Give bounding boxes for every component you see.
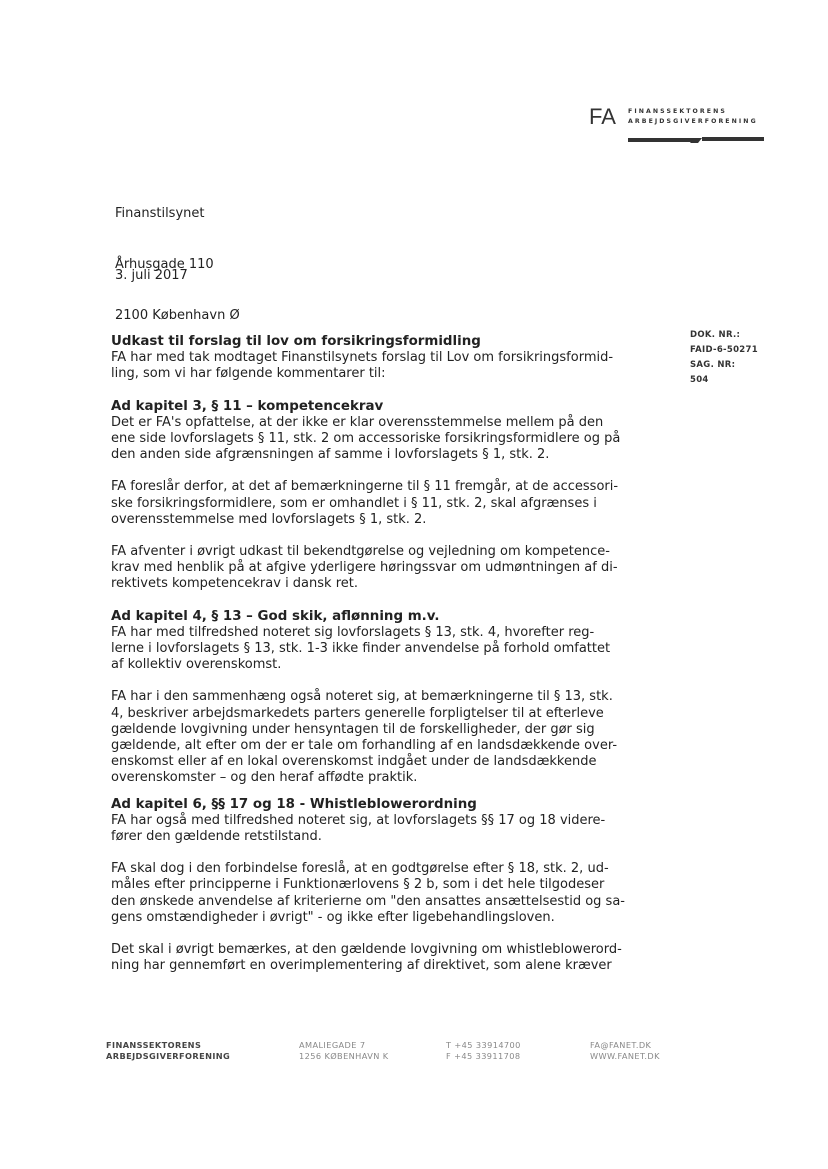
- section-paragraph: FA foreslår derfor, at det af bemærkningerne til § 11 fremgår, at de accessori- ske forsikringsformidlere, som er omhandlet i § 11, stk. 2, skal afgrænses i overensstemmelse med lovforslagets § 1, stk. 2.: [111, 479, 619, 527]
- recipient-line: 2100 København Ø: [115, 308, 240, 323]
- logo-name-line-1: FINANSSEKTORENS: [628, 108, 727, 115]
- case-number-label: SAG. NR:: [690, 360, 736, 370]
- recipient-line: Århusgade 110: [115, 257, 214, 272]
- letter-body: [111, 334, 631, 975]
- section-paragraph: Det er FA's opfattelse, at der ikke er klar overensstemmelse mellem på den ene side lovforslagets § 11, stk. 2 om accessoriske forsikringsformidlere og på den anden side afgrænsningen af samme i lovforslagets § 1, stk. 2.: [111, 414, 621, 463]
- intro-paragraph: FA har med tak modtaget Finanstilsynets forslag til Lov om forsikringsformid- ling, som vi har følgende kommentarer til:: [111, 350, 614, 382]
- letter-date: 3. juli 2017: [115, 268, 188, 283]
- footer-organisation: FINANSSEKTORENS ARBEJDSGIVERFORENING: [106, 1040, 231, 1061]
- section-paragraph: FA afventer i øvrigt udkast til bekendtgørelse og vejledning om kompetence- krav med henblik på at afgive yderligere høringssvar om udmøntningen af di- rektivets kompetencekrav i dansk ret.: [111, 544, 618, 592]
- doc-number-value: FAID-6-50271: [690, 345, 758, 355]
- section-paragraph: Det skal i øvrigt bemærkes, at den gældende lovgivning om whistleblowerord- ning har gennemført en overimplementering af direktivet, som alene kræver: [111, 942, 622, 974]
- section-paragraph: FA har i den sammenhæng også noteret sig, at bemærkningerne til § 13, stk. 4, beskriver arbejdsmarkedets parters generelle forpligtelser til at efterleve gældende lovgivning under hensyntagen til de forskelligheder, der gør sig gældende, alt efter om der er tale om forhandling af en landsdækkende over- enskomst eller af en lokal overenskomst indgået under de landsdækkende overenskomster – og den heraf affødte praktik.: [111, 689, 618, 786]
- recipient-address: [115, 171, 240, 341]
- recipient-line: Finanstilsynet: [115, 206, 205, 221]
- reference-block: [690, 328, 758, 388]
- section-heading: Ad kapitel 3, § 11 – kompetencekrav: [111, 398, 384, 414]
- case-number-value: 504: [690, 375, 709, 385]
- footer-address: AMALIEGADE 7 1256 KØBENHAVN K: [299, 1040, 389, 1061]
- logo-bar-graphic: [628, 136, 764, 144]
- logo-abbreviation: FA: [589, 104, 616, 129]
- section-paragraph: FA har også med tilfredshed noteret sig, at lovforslagets §§ 17 og 18 videre- fører den gældende retstilstand.: [111, 812, 606, 845]
- footer-web: FA@FANET.DK WWW.FANET.DK: [590, 1040, 660, 1061]
- section-paragraph: FA har med tilfredshed noteret sig lovforslagets § 13, stk. 4, hvorefter reg- lerne i lovforslagets § 13, stk. 1-3 ikke finder anvendelse på forhold omfattet af kollektiv overenskomst.: [111, 624, 611, 673]
- section-heading: Ad kapitel 4, § 13 – God skik, aflønning m.v.: [111, 608, 440, 624]
- logo-name-line-2: ARBEJDSGIVERFORENING: [628, 118, 758, 125]
- letter-title: Udkast til forslag til lov om forsikringsformidling: [111, 334, 481, 349]
- section-paragraph: FA skal dog i den forbindelse foreslå, at en godtgørelse efter § 18, stk. 2, ud- måles efter principperne i Funktionærlovens § 2 b, som i det hele tilgodeser den ønskede anvendelse af kriterierne om "den ansattes ansættelsestid og sa- gens omstændigheder i øvrigt" - og ikke efter ligebehandlingsloven.: [111, 861, 625, 925]
- section-heading: Ad kapitel 6, §§ 17 og 18 - Whistleblowerordning: [111, 796, 477, 812]
- footer-phone: T +45 33914700 F +45 33911708: [446, 1040, 521, 1061]
- doc-number-label: DOK. NR.:: [690, 330, 741, 340]
